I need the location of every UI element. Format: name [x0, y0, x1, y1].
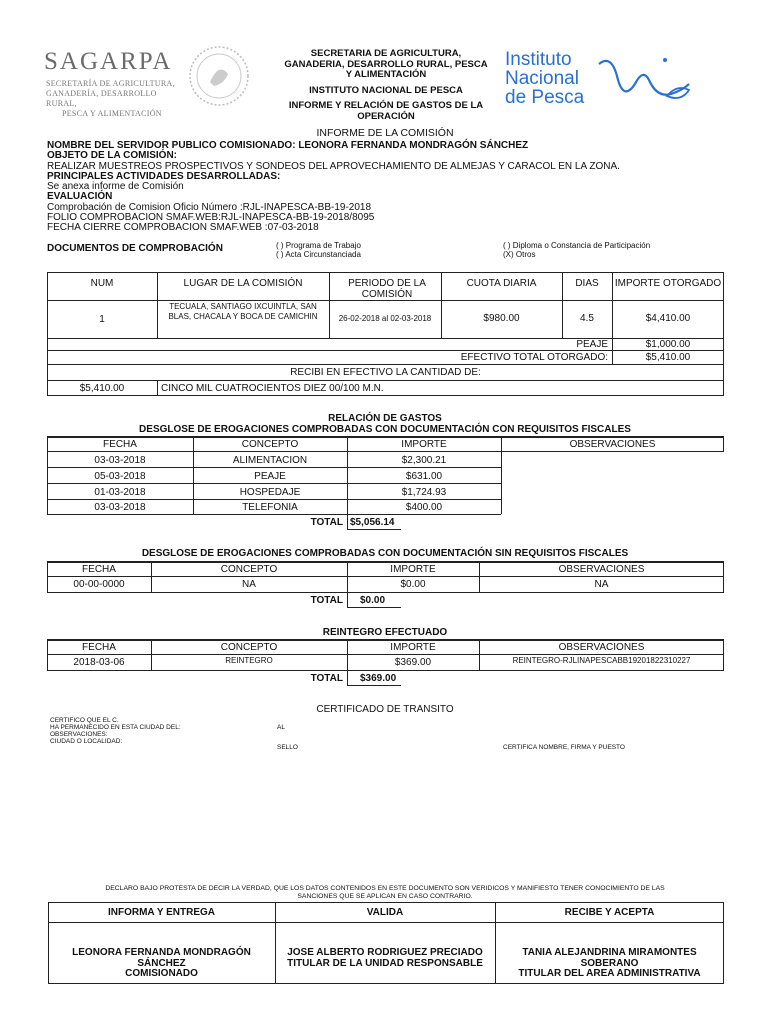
sig-name-valida: JOSE ALBERTO RODRIGUEZ PRECIADO — [287, 947, 483, 958]
re-col-importe: IMPORTE — [390, 642, 436, 653]
con-row-concepto: HOSPEDAJE — [239, 487, 301, 498]
sig-name-informa-2: SÁNCHEZ — [137, 957, 186, 969]
sin-row-observaciones: NA — [594, 579, 609, 590]
comprobacion-line: Comprobación de Comision Oficio Número :RJL-INAPESCA-BB-19-2018 — [47, 201, 372, 213]
col-dias: DIAS — [575, 278, 599, 289]
report-title-1: INFORME Y RELACIÓN DE GASTOS DE LA — [288, 100, 484, 111]
inp-logo-line-3: de Pesca — [505, 87, 585, 108]
docs-label: DOCUMENTOS DE COMPROBACIÓN — [47, 243, 223, 254]
sagarpa-sub-2: GANADERÍA, DESARROLLO RURAL, — [46, 89, 157, 108]
col-cuota: CUOTA DIARIA — [466, 278, 537, 289]
sin-col-importe: IMPORTE — [390, 564, 436, 575]
declaro-text: DECLARO BAJO PROTESTA DE DECIR LA VERDAD, QUE LOS DATOS CONTENIDOS EN ESTE DOCUMENTO SON VERIDICOS Y MANIFIESTO TENER CONOCIMIENTO DE LAS — [105, 885, 665, 892]
mexico-coat-of-arms-icon — [188, 44, 250, 108]
row-periodo: 26-02-2018 al 02-03-2018 — [338, 314, 432, 323]
servidor-label: NOMBRE DEL SERVIDOR PUBLICO COMISIONADO: — [47, 140, 296, 151]
con-col-observaciones: OBSERVACIONES — [569, 439, 656, 450]
sig-name-recibe-2: SOBERANO — [580, 957, 639, 969]
sin-col-observaciones: OBSERVACIONES — [558, 564, 645, 575]
sin-col-concepto: CONCEPTO — [220, 564, 278, 575]
efectivo-label: EFECTIVO TOTAL OTORGADO: — [460, 352, 608, 363]
servidor-name: LEONORA FERNANDA MONDRAGÓN SÁNCHEZ — [298, 140, 529, 151]
actividades-label: PRINCIPALES ACTIVIDADES DESARROLLADAS: — [47, 170, 281, 182]
sagarpa-sub-3: PESCA Y ALIMENTACIÓN — [62, 109, 162, 118]
re-col-observaciones: OBSERVACIONES — [558, 642, 645, 653]
sin-col-fecha: FECHA — [82, 564, 116, 575]
peaje-value: $1,000.00 — [645, 339, 691, 350]
re-col-fecha: FECHA — [82, 642, 116, 653]
inp-logo — [505, 50, 705, 116]
re-row-concepto: REINTEGRO — [225, 656, 273, 665]
col-lugar: LUGAR DE LA COMISIÓN — [183, 278, 303, 289]
transito-certifico: CERTIFICO QUE EL C. — [50, 717, 119, 724]
transito-observaciones: OBSERVACIONES: — [50, 731, 108, 738]
row-cuota: $980.00 — [483, 313, 520, 324]
sig-head-informa: INFORMA Y ENTREGA — [107, 907, 216, 918]
con-row-fecha: 01-03-2018 — [94, 487, 146, 498]
con-row-importe: $2,300.21 — [401, 455, 447, 466]
con-total-label: TOTAL — [310, 517, 343, 528]
inp-logo-line-2: Nacional — [505, 68, 579, 89]
re-row-fecha: 2018-03-06 — [73, 657, 125, 668]
row-dias: 4.5 — [580, 313, 594, 324]
folio-line: FOLIO COMPROBACION SMAF.WEB:RJL-INAPESCA-BB-19-2018/8095 — [47, 212, 375, 224]
objeto-text: REALIZAR MUESTREOS PROSPECTIVOS Y SONDEOS DEL APROVECHAMIENTO DE ALMEJAS Y CARACOL EN LA ZONA. — [47, 160, 620, 172]
con-row-importe: $400.00 — [405, 502, 443, 513]
recibi-words: CINCO MIL CUATROCIENTOS DIEZ 00/100 M.N. — [161, 383, 384, 394]
desglose-sin-title: DESGLOSE DE EROGACIONES COMPROBADAS CON DOCUMENTACIÓN SIN REQUISITOS FISCALES — [141, 548, 629, 559]
header-line-2: GANADERIA, DESARROLLO RURAL, PESCA — [284, 58, 488, 70]
col-importe: IMPORTE OTORGADO — [614, 278, 722, 289]
re-row-importe: $369.00 — [394, 657, 432, 668]
sagarpa-sub-1: SECRETARÍA DE AGRICULTURA, — [46, 79, 175, 88]
report-title-2: OPERACIÓN — [357, 110, 415, 122]
sin-row-fecha: 00-00-0000 — [73, 579, 125, 590]
con-col-concepto: CONCEPTO — [241, 439, 299, 450]
transito-permanecido: HA PERMANECIDO EN ESTA CIUDAD DEL: — [50, 724, 181, 731]
declaro-text-2: SANCIONES QUE SE APLICAN EN CASO CONTRARIO. — [297, 893, 473, 900]
con-row-importe: $1,724.93 — [401, 487, 447, 498]
col-periodo: PERIODO DE LA COMISIÓN — [348, 278, 426, 300]
sig-role-informa: COMISIONADO — [125, 968, 198, 979]
sig-name-informa-1: LEONORA FERNANDA MONDRAGÓN — [72, 947, 251, 958]
header-line-1: SECRETARIA DE AGRICULTURA, — [310, 48, 462, 59]
relacion-gastos-title: RELACIÓN DE GASTOS — [328, 413, 442, 424]
docs-option-programa: ( ) Programa de Trabajo — [276, 241, 361, 250]
transito-sello: SELLO — [277, 744, 298, 751]
transito-certifica: CERTIFICA NOMBRE, FIRMA Y PUESTO — [503, 744, 625, 751]
transito-al: AL — [277, 724, 285, 731]
sin-row-importe: $0.00 — [400, 579, 426, 590]
re-total-label: TOTAL — [310, 673, 343, 684]
con-row-importe: $631.00 — [405, 471, 443, 482]
re-row-observaciones: REINTEGRO-RJLINAPESCABB19201822310227 — [512, 656, 691, 665]
report-subtitle: INFORME DE LA COMISIÓN — [316, 127, 454, 139]
reintegro-table — [47, 639, 724, 686]
row-importe: $4,410.00 — [645, 313, 691, 324]
re-total-value: $369.00 — [360, 673, 397, 684]
con-col-importe: IMPORTE — [401, 439, 447, 450]
recibi-label: RECIBI EN EFECTIVO LA CANTIDAD DE: — [290, 367, 481, 378]
con-row-fecha: 03-03-2018 — [94, 502, 146, 513]
sagarpa-logo — [44, 48, 184, 118]
commission-table — [47, 272, 724, 395]
sagarpa-logo-wordmark: SAGARPA — [44, 48, 173, 75]
sig-role-recibe: TITULAR DEL AREA ADMINISTRATIVA — [518, 968, 701, 979]
evaluacion-label: EVALUACIÓN — [47, 191, 113, 203]
con-row-fecha: 03-03-2018 — [94, 455, 146, 466]
docs-option-otros: (X) Otros — [503, 250, 536, 259]
sig-head-recibe: RECIBE Y ACEPTA — [564, 907, 655, 918]
transito-title: CERTIFICADO DE TRANSITO — [316, 704, 454, 715]
gastos-sin-table — [47, 561, 724, 607]
sig-head-valida: VALIDA — [366, 907, 404, 918]
recibi-amount: $5,410.00 — [79, 383, 125, 394]
sig-name-recibe-1: TANIA ALEJANDRINA MIRAMONTES — [522, 947, 697, 958]
con-row-concepto: TELEFONIA — [242, 502, 298, 513]
con-row-concepto: PEAJE — [254, 471, 286, 482]
objeto-label: OBJETO DE LA COMISIÓN: — [47, 150, 178, 162]
con-row-fecha: 05-03-2018 — [94, 471, 146, 482]
peaje-label: PEAJE — [576, 339, 608, 350]
actividades-text: Se anexa informe de Comisión — [47, 181, 184, 193]
con-col-fecha: FECHA — [103, 439, 137, 450]
docs-option-diploma: ( ) Diploma o Constancia de Participación — [503, 241, 651, 250]
inp-logo-line-1: Instituto — [505, 49, 572, 70]
con-total-value: $5,056.14 — [350, 517, 395, 528]
sig-role-valida: TITULAR DE LA UNIDAD RESPONSABLE — [287, 957, 483, 969]
gastos-con-table — [47, 436, 724, 529]
row-lugar: TECUALA, SANTIAGO IXCUINTLA, SAN BLAS, CHACALA Y BOCA DE CAMICHIN — [168, 302, 318, 321]
sin-row-concepto: NA — [242, 579, 256, 590]
reintegro-title: REINTEGRO EFECTUADO — [322, 627, 448, 638]
institute-name: INSTITUTO NACIONAL DE PESCA — [309, 84, 463, 96]
inp-wave-icon — [597, 54, 707, 114]
transito-ciudad: CIUDAD O LOCALIDAD: — [50, 738, 123, 745]
con-row-concepto: ALIMENTACION — [232, 455, 308, 466]
signature-table — [48, 902, 724, 984]
sin-total-value: $0.00 — [360, 595, 386, 606]
header-line-3: Y ALIMENTACIÓN — [345, 69, 427, 80]
fecha-cierre-line: FECHA CIERRE COMPROBACION SMAF.WEB :07-03-2018 — [47, 222, 319, 234]
col-num: NUM — [90, 278, 114, 289]
desglose-con-title: DESGLOSE DE EROGACIONES COMPROBADAS CON DOCUMENTACIÓN CON REQUISITOS FISCALES — [139, 424, 631, 435]
sin-total-label: TOTAL — [310, 595, 343, 606]
docs-option-acta: ( ) Acta Circunstanciada — [276, 250, 361, 259]
re-col-concepto: CONCEPTO — [220, 642, 278, 653]
efectivo-value: $5,410.00 — [645, 352, 691, 363]
row-num: 1 — [99, 314, 105, 325]
